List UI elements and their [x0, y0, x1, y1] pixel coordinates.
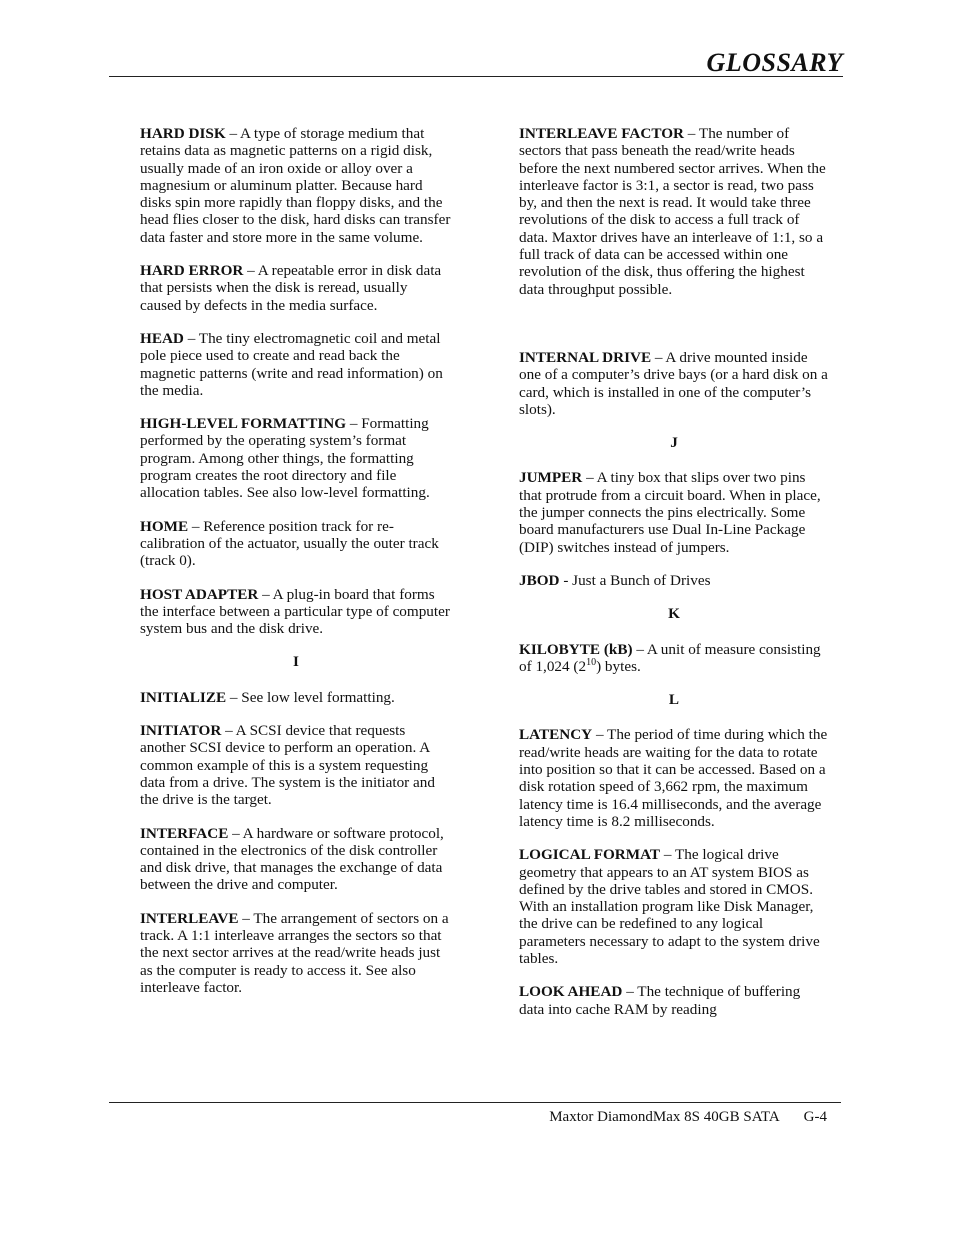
- page-title: GLOSSARY: [706, 48, 843, 77]
- glossary-definition: – Formatting performed by the operating system’s format program. Among other things, the formatting program creates the root directory and file allocation tables. See also low-level formatting.: [140, 415, 430, 502]
- glossary-term: INTERLEAVE FACTOR: [519, 125, 684, 142]
- left-column: [140, 125, 452, 1012]
- glossary-entry-jumper: [519, 469, 829, 555]
- glossary-term: HEAD: [140, 329, 184, 347]
- page-number: G-4: [803, 1109, 827, 1125]
- section-letter-i: I: [293, 653, 299, 671]
- glossary-entry-kilobyte: [519, 641, 829, 676]
- glossary-term: KILOBYTE (kB): [519, 640, 633, 658]
- glossary-definition: – Reference position track for re-calibration of the actuator, usually the outer track (track 0).: [140, 517, 439, 570]
- glossary-definition: – The tiny electromagnetic coil and metal pole piece used to create and read back the magnetic patterns (write and read information) on the media.: [140, 329, 443, 399]
- glossary-entry-jbod: [519, 572, 829, 589]
- glossary-entry-logical-format: [519, 846, 829, 967]
- section-letter-k: K: [668, 605, 680, 623]
- section-letter-l: L: [668, 691, 680, 709]
- glossary-definition-end: ) bytes.: [596, 657, 641, 675]
- glossary-entry-initiator: [140, 722, 452, 808]
- glossary-entry-interleave: [140, 910, 452, 996]
- glossary-definition: – The period of time during which the read/write heads are waiting for the data to rotate into position so that it can be accessed. Based on a disk rotation speed of 3,662 rpm, the maximum latency time is 16.4 milliseconds, and the average latency time is 8.2 milliseconds.: [519, 726, 828, 830]
- glossary-term: JBOD: [519, 571, 560, 589]
- glossary-term: INTERNAL DRIVE: [519, 348, 652, 366]
- glossary-term: HIGH-LEVEL FORMATTING: [140, 415, 347, 433]
- glossary-definition: – The logical drive geometry that appears to an AT system BIOS as defined by the drive tables and stored in CMOS. With an installation program like Disk Manager, the drive can be redefined to any logical parameters necessary to adapt to the system drive tables.: [519, 846, 820, 967]
- glossary-entry-latency: [519, 726, 829, 830]
- page-footer: [549, 1109, 827, 1126]
- glossary-term: INTERFACE: [140, 824, 229, 842]
- footer-rule: [109, 1102, 841, 1103]
- header-rule: [109, 76, 843, 77]
- glossary-definition: – A repeatable error in disk data that persists when the disk is reread, usually caused by defects in the media surface.: [140, 262, 442, 314]
- glossary-definition: – A plug-in board that forms the interface between a particular type of computer system bus and the disk drive.: [140, 585, 450, 638]
- glossary-term: HOME: [140, 517, 189, 535]
- glossary-entry-interface: [140, 825, 452, 894]
- glossary-definition: – A hardware or software protocol, contained in the electronics of the disk controller and disk drive, that manages the exchange of data between the drive and computer.: [140, 824, 444, 894]
- glossary-term: HARD DISK: [140, 125, 226, 142]
- glossary-entry-high-level-formatting: [140, 415, 452, 501]
- glossary-entry-interleave-factor: [519, 125, 829, 298]
- glossary-entry-hard-disk: [140, 125, 452, 246]
- glossary-term: INITIATOR: [140, 722, 222, 740]
- glossary-term: LOOK AHEAD: [519, 983, 623, 1001]
- glossary-definition: – The technique of buffering data into cache RAM by reading: [519, 983, 801, 1018]
- glossary-definition: – A type of storage medium that retains data as magnetic patterns on a rigid disk, usually made of an iron oxide or alloy over a magnesium or aluminum platter. Because hard disks spin more rapidly than floppy disks, and the head flies closer to the disk, hard disks can transfer data faster and store more in the same volume.: [140, 125, 451, 246]
- right-column: [519, 125, 829, 1034]
- glossary-definition: – A tiny box that slips over two pins that protrude from a circuit board. When in place, the jumper connects the pins electrically. Some board manufacturers use Dual In-Line Package (DIP) switches instead of jumpers.: [519, 469, 821, 556]
- glossary-entry-hard-error: [140, 262, 452, 314]
- glossary-definition: - Just a Bunch of Drives: [559, 571, 711, 589]
- glossary-term: INTERLEAVE: [140, 909, 239, 927]
- glossary-definition: – A drive mounted inside one of a computer’s drive bays (or a hard disk on a card, which is installed in one of the computer’s slots).: [519, 348, 828, 418]
- glossary-entry-head: [140, 330, 452, 399]
- glossary-term: LATENCY: [519, 726, 593, 744]
- glossary-term: JUMPER: [519, 469, 583, 487]
- glossary-definition: – A unit of measure consisting of 1,024 (2: [519, 640, 821, 675]
- glossary-entry-home: [140, 518, 452, 570]
- exponent: 10: [586, 656, 597, 668]
- glossary-definition: – The arrangement of sectors on a track. A 1:1 interleave arranges the sectors so that the next sector arrives at the read/write heads just as the computer is ready to access it. See also interleave factor.: [140, 909, 449, 996]
- glossary-term: HOST ADAPTER: [140, 585, 259, 603]
- glossary-term: INITIALIZE: [140, 688, 227, 706]
- footer-product-name: Maxtor DiamondMax 8S 40GB SATA: [549, 1109, 780, 1125]
- glossary-entry-host-adapter: [140, 586, 452, 638]
- glossary-definition: – A SCSI device that requests another SCSI device to perform an operation. A common example of this is a system requesting data from a drive. The system is the initiator and the drive is the target.: [140, 722, 435, 809]
- glossary-entry-look-ahead: [519, 983, 829, 1018]
- glossary-definition: – The number of sectors that pass beneath the read/write heads before the next numbered sector arrives. When the interleave factor is 3:1, a sector is read, two pass by, and then the next is read. It would take three revolutions of the disk to access a full track of data. Maxtor drives have an interleave of 1:1, so a full track of data can be accessed within one revolution of the disk, thus offering the highest data throughput possible.: [519, 125, 826, 298]
- glossary-entry-initialize: [140, 689, 452, 706]
- glossary-term: LOGICAL FORMAT: [519, 846, 661, 864]
- glossary-entry-internal-drive: [519, 349, 829, 418]
- section-letter-j: J: [670, 434, 678, 452]
- glossary-term: HARD ERROR: [140, 262, 244, 280]
- glossary-definition: – See low level formatting.: [226, 688, 395, 706]
